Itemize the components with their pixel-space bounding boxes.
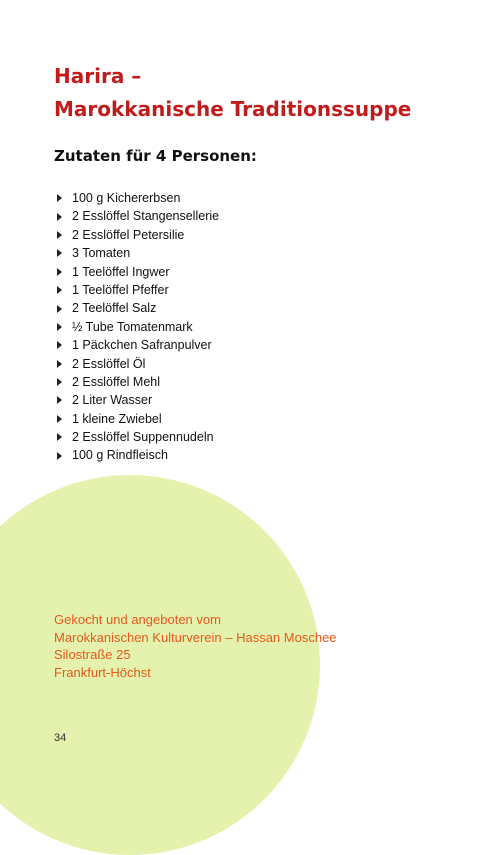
bullet-icon [57,249,62,257]
page-number: 34 [54,732,67,744]
title-line-1: Harira – [54,64,142,88]
ingredient-item [54,299,219,317]
bullet-icon [57,396,62,404]
ingredient-text: 2 Esslöffel Suppennudeln [72,430,214,445]
ingredient-item [54,226,219,244]
ingredient-text: 2 Liter Wasser [72,393,153,408]
bullet-icon [57,415,62,423]
bullet-icon [57,452,62,460]
ingredient-text: 1 Teelöffel Ingwer [72,264,170,279]
ingredient-item [54,373,219,391]
ingredient-text: ½ Tube Tomatenmark [72,319,193,334]
ingredient-item [54,207,219,225]
bullet-icon [57,231,62,239]
bullet-icon [57,286,62,294]
bullet-icon [57,194,62,202]
bullet-icon [57,213,62,221]
ingredient-text: 100 g Kichererbsen [72,191,181,205]
ingredient-item [54,446,219,464]
ingredient-item [54,189,219,207]
ingredient-item [54,281,219,299]
ingredient-text: 2 Teelöffel Salz [72,301,157,316]
ingredient-text: 2 Esslöffel Stangensellerie [72,209,220,224]
ingredient-item [54,263,219,281]
bullet-icon [57,341,62,349]
footer-credits [54,611,337,681]
ingredient-text: 3 Tomaten [72,246,131,261]
ingredient-text: 1 kleine Zwiebel [72,411,162,426]
footer-line: Gekocht und angeboten vom [54,612,221,627]
ingredient-text: 2 Esslöffel Petersilie [72,227,185,242]
ingredient-list [54,189,219,465]
bullet-icon [57,378,62,386]
ingredient-item [54,244,219,262]
bullet-icon [57,360,62,368]
ingredient-text: 100 g Rindfleisch [72,448,168,463]
title-line-2: Marokkanische Traditionssuppe [54,97,412,121]
ingredient-text: 2 Esslöffel Öl [72,356,146,371]
ingredient-item [54,410,219,428]
footer-line: Marokkanischen Kulturverein – Hassan Moschee [54,629,337,645]
ingredient-item [54,336,219,354]
bullet-icon [57,305,62,313]
ingredient-item [54,318,219,336]
recipe-title [54,60,411,126]
ingredient-item [54,391,219,409]
bullet-icon [57,433,62,441]
ingredient-item [54,428,219,446]
footer-line: Silostraße 25 [54,647,131,662]
ingredient-text: 1 Teelöffel Pfeffer [72,282,169,297]
bullet-icon [57,268,62,276]
ingredient-text: 1 Päckchen Safranpulver [72,338,212,353]
ingredient-text: 2 Esslöffel Mehl [72,374,161,389]
footer-line: Frankfurt-Höchst [54,664,151,680]
ingredient-item [54,355,219,373]
bullet-icon [57,323,62,331]
ingredients-heading: Zutaten für 4 Personen: [54,147,257,165]
